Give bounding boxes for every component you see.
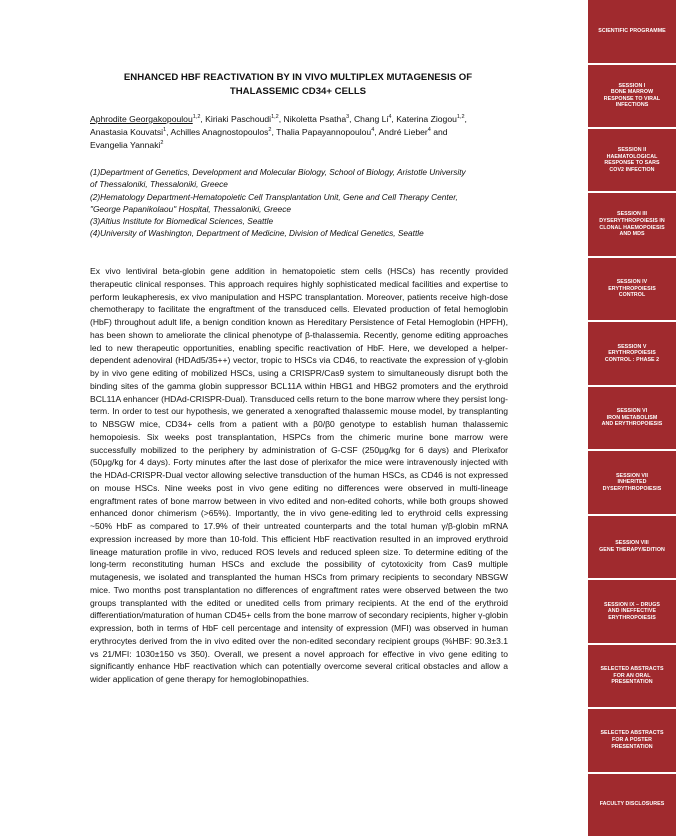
sidebar-nav-item[interactable]: SELECTED ABSTRACTS FOR A POSTER PRESENTATION — [588, 709, 676, 772]
sidebar-nav-item[interactable]: SESSION VII INHERITED DYSERYTHROPOIESIS — [588, 451, 676, 514]
affiliation-line: (2)Hematology Department-Hematopoietic Cell Transplantation Unit, Gene and Cell Therapy Center, — [90, 191, 458, 202]
sidebar-nav-item[interactable]: SCIENTIFIC PROGRAMME — [588, 0, 676, 63]
author-separator: , — [166, 127, 171, 137]
author-name: Aphrodite Georgakopoulou — [90, 114, 193, 124]
author-name: Chang Li — [353, 114, 389, 124]
sidebar-nav-item[interactable]: SESSION VI IRON METABOLISM AND ERYTHROPOIESIS — [588, 387, 676, 450]
sidebar-nav-item[interactable]: SESSION IX – DRUGS AND INEFFECTIVE ERYTHROPOIESIS — [588, 580, 676, 643]
programme-sidebar — [588, 0, 676, 836]
author-separator: , — [200, 114, 206, 124]
author-name: Thalia Papayannopoulou — [276, 127, 372, 137]
author-affiliation-marker: 1 — [163, 127, 167, 134]
sidebar-nav-item[interactable]: SESSION II HAEMATOLOGICAL RESPONSE TO SARS COV2 INFECTION — [588, 129, 676, 192]
author-name: Katerina Ziogou — [396, 114, 457, 124]
author-name: Nikoletta Psatha — [283, 114, 347, 124]
sidebar-nav-item[interactable]: SESSION IV ERYTHROPOIESIS CONTROL — [588, 258, 676, 321]
author-separator: , — [374, 127, 379, 137]
sidebar-nav-item[interactable]: FACULTY DISCLOSURES — [588, 774, 676, 836]
author-affiliation-marker: 2 — [268, 127, 272, 134]
sidebar-nav-item[interactable]: SESSION I BONE MARROW RESPONSE TO VIRAL INFECTIONS — [588, 65, 676, 128]
affiliation-line: of Thessaloniki, Thessaloniki, Greece — [90, 179, 228, 190]
affiliation-line: (1)Department of Genetics, Development and Molecular Biology, School of Biology, Aristotle University — [90, 167, 466, 177]
sidebar-nav-item[interactable]: SESSION VIII GENE THERAPY/EDITION — [588, 516, 676, 579]
sidebar-nav-item[interactable]: SESSION III DYSERYTHROPOIESIS IN CLONAL HAEMOPOIESIS AND MDS — [588, 193, 676, 256]
author-name: Anastasia Kouvatsi — [90, 127, 164, 137]
author-separator: , — [391, 114, 397, 124]
sidebar-nav-item[interactable]: SESSION V ERYTHROPOIESIS CONTROL : PHASE 2 — [588, 322, 676, 385]
author-affiliation-marker: 4 — [371, 127, 375, 134]
author-separator: , — [271, 127, 277, 137]
abstract-body: Ex vivo lentiviral beta-globin gene addition in hematopoietic stem cells (HSCs) has recently provided therapeutic clinical responses. This approach requires highly sophisticated medical facilities and expertise to perform leukapheresis, ex vivo manipulation and HSPC transplantation. Moreover, patients receive high-dose chemotherapy to facilitate the engraftment of the transduced cells. Elevated production of fetal hemoglobin (HbF) throughout adult life, a benign condition known as Hereditary Persistence of Fetal Hemoglobin (HPFH), has been shown to ameliorate the clinical phenotype of β-thalassemia. Recently, genome editing approaches led to new therapeutic opportunities, enabling specific reactivation of HbF. Here, we developed a helper-dependent adenoviral (HDAd5/35++) vector, tropic to HSCs via CD46, to reactivate the expression of γ-globin by in vivo gene editing of mobilized HSCs, using a CRISPR/Cas9 system to simultaneously disrupt both the binding sites of the gamma globin suppressor BCL11A within HBG1 and HBG2 promoters and the erythroid BCL11A enhancer (HDAd-CRISPR-Dual). Transduced cells return to the bone marrow where they persist long-term. In order to test our hypothesis, we generated a xenografted thalassemic mouse model, by transplanting to NBSGW mice, CD34+ cells from a patient with a β0/β0 genotype to establish human thalassemic hemopoiesis. Six weeks post transplantation, HSPCs from the chimeric murine bone marrow were successfully mobilized to the periphery by administration of G-CSF (250μg/kg for 6 days) and Plerixafor (50μg/kg for 4 days). Forty minutes after the last dose of plerixafor the mice were intravenously injected with the HDAd-CRISPR-Dual vector allowing selective transduction of the human HSCs, as CD46 is not expressed on mouse HSCs. Nine weeks post in vivo gene editing no differences were observed in multi-lineage engraftment rates of bone marrow between in vivo edited and non-edited cohorts, while both groups showed enhanced donor chimerism (>65%). Importantly, the in vivo gene-editing led to erythroid cells expressing ~50% HbF as compared to 17.9% of their untreated counterparts and the total human γ/β-globin mRNA expression increased by more than 10-fold. This efficient HbF reactivation resulted in an improved erythroid lineage maturation profile in vivo, reduced ROS levels and reduced spleen size. To determine editing of the long-term reconstituting human HSCs and exclude the possibility of cytotoxicity from Cas9 multiple mutagenesis, we isolated and transplanted the human HSCs from primary recipients to secondary NBSGW mice. Two months post transplantation no differences of engraftment rates were observed between the two groups transplanted with the edited or unedited cells from primary recipients. At the end of the erythroid differentiation/maturation of human CD45+ cells from the bone marrow of secondary recipients, higher γ-globin expression, both in terms of HbF cell percentage and intensity of expression (MFI) was observed in human erythrocytes derived from the in vivo edited over the non-edited secondary recipient groups (%HBF: 90.3±3.1 vs 21/MFI: 1030±150 vs 350). Overall, we present a novel approach for effective in vivo gene editing to significantly enhance HbF reactivation which can potentially overcome several critical obstacles and allow a wider application of gene therapy for hemoglobinopathies. — [90, 266, 508, 684]
author-affiliation-marker: 4 — [388, 114, 392, 121]
author-separator: , — [278, 114, 284, 124]
author-affiliation-marker: 1,2 — [192, 114, 201, 121]
author-name: André Lieber — [378, 127, 428, 137]
author-affiliation-marker: 3 — [346, 114, 350, 121]
author-separator: and — [430, 127, 448, 137]
author-affiliation-marker: 4 — [427, 127, 431, 134]
affiliation-line: "George Papanikolaou" Hospital, Thessaloniki, Greece — [90, 203, 291, 214]
author-separator: , — [349, 114, 354, 124]
author-name: Kiriaki Paschoudi — [205, 114, 272, 124]
title-line-1: ENHANCED HBF REACTIVATION BY IN VIVO MULTIPLEX MUTAGENESIS OF — [123, 72, 473, 83]
sidebar-nav-item[interactable]: SELECTED ABSTRACTS FOR AN ORAL PRESENTATION — [588, 645, 676, 708]
author-name: Evangelia Yannaki — [90, 140, 161, 150]
affiliation-line: (3)Altius Institute for Biomedical Sciences, Seattle — [90, 216, 274, 227]
abstract-title — [104, 71, 492, 98]
author-affiliation-marker: 2 — [160, 140, 164, 147]
author-affiliation-marker: 1,2 — [271, 114, 279, 121]
author-list — [90, 113, 508, 152]
author-affiliation-marker: 1,2 — [456, 114, 465, 121]
author-name: Achilles Anagnostopoulos — [170, 127, 269, 137]
affiliation-list — [90, 166, 508, 240]
affiliation-line: (4)University of Washington, Department of Medicine, Division of Medical Genetics, Seattle — [90, 228, 424, 239]
title-line-2: THALASSEMIC CD34+ CELLS — [229, 85, 367, 97]
author-separator: , — [464, 114, 467, 124]
